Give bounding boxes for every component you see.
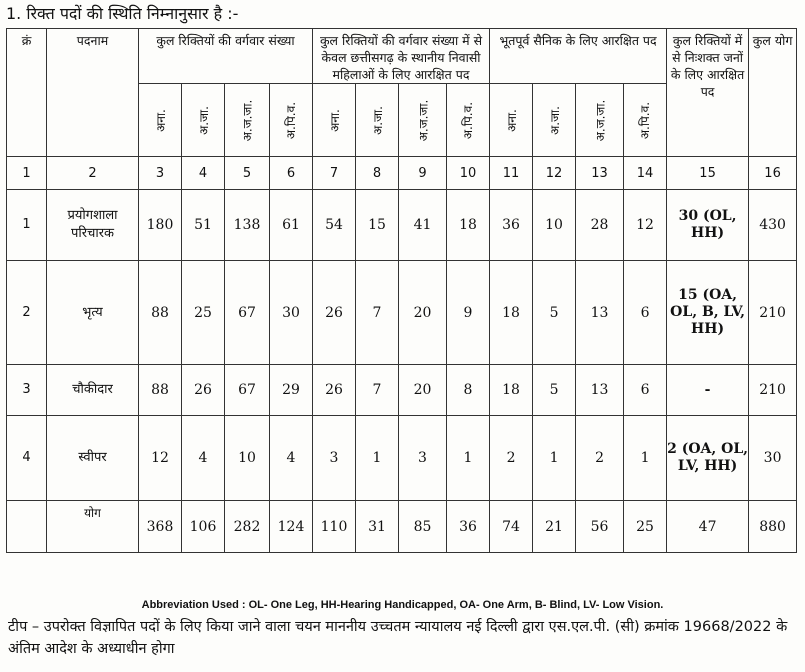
value-cell: 54 bbox=[313, 190, 356, 261]
value-cell: 4 bbox=[182, 416, 225, 501]
row-post-name: प्रयोगशाला परिचारक bbox=[47, 190, 139, 261]
column-number: 15 bbox=[667, 157, 749, 190]
total-value-cell: 56 bbox=[576, 501, 624, 553]
vacancy-table bbox=[6, 28, 797, 553]
total-pwd: 47 bbox=[667, 501, 749, 553]
value-cell: 51 bbox=[182, 190, 225, 261]
value-cell: 1 bbox=[447, 416, 490, 501]
value-cell: 4 bbox=[270, 416, 313, 501]
value-cell: 41 bbox=[399, 190, 447, 261]
subheader-ur: अना. bbox=[490, 84, 533, 157]
table-row bbox=[7, 365, 797, 416]
column-number: 9 bbox=[399, 157, 447, 190]
row-sno: 2 bbox=[7, 261, 47, 365]
header-sno: क्रं bbox=[7, 29, 47, 157]
table-row bbox=[7, 416, 797, 501]
value-cell: 15 bbox=[356, 190, 399, 261]
row-sno: 4 bbox=[7, 416, 47, 501]
subheader-ur: अना. bbox=[139, 84, 182, 157]
grand-total: 880 bbox=[749, 501, 797, 553]
value-cell: 5 bbox=[533, 365, 576, 416]
footnote: टीप – उपरोक्त विज्ञापित पदों के लिए किया जाने वाला चयन माननीय उच्चतम न्यायालय नई दिल्ली द्वारा एस.एल.पी. (सी) क्रमांक 19668/2022 के अंतिम आदेश के अध्याधीन होगा bbox=[8, 619, 788, 657]
row-total: 30 bbox=[749, 416, 797, 501]
row-post-name: भृत्य bbox=[47, 261, 139, 365]
value-cell: 180 bbox=[139, 190, 182, 261]
value-cell: 13 bbox=[576, 365, 624, 416]
value-cell: 7 bbox=[356, 261, 399, 365]
value-cell: 18 bbox=[490, 365, 533, 416]
column-number-row bbox=[7, 157, 797, 190]
column-number: 12 bbox=[533, 157, 576, 190]
table-row bbox=[7, 261, 797, 365]
column-number: 5 bbox=[225, 157, 270, 190]
value-cell: 7 bbox=[356, 365, 399, 416]
column-number: 7 bbox=[313, 157, 356, 190]
value-cell: 67 bbox=[225, 261, 270, 365]
value-cell: 29 bbox=[270, 365, 313, 416]
value-cell: 1 bbox=[624, 416, 667, 501]
column-number: 2 bbox=[47, 157, 139, 190]
column-number: 3 bbox=[139, 157, 182, 190]
row-post-name: चौकीदार bbox=[47, 365, 139, 416]
row-total: 430 bbox=[749, 190, 797, 261]
subheader-obc: अ.पि.व. bbox=[270, 84, 313, 157]
subheader-sc: अ.जा. bbox=[182, 84, 225, 157]
value-cell: 12 bbox=[624, 190, 667, 261]
subheader-st: अ.ज.जा. bbox=[576, 84, 624, 157]
total-value-cell: 85 bbox=[399, 501, 447, 553]
column-number: 4 bbox=[182, 157, 225, 190]
total-value-cell: 282 bbox=[225, 501, 270, 553]
value-cell: 1 bbox=[533, 416, 576, 501]
value-cell: 1 bbox=[356, 416, 399, 501]
total-value-cell: 74 bbox=[490, 501, 533, 553]
total-value-cell: 124 bbox=[270, 501, 313, 553]
value-cell: 12 bbox=[139, 416, 182, 501]
header-row-groups bbox=[7, 29, 797, 84]
value-cell: 26 bbox=[313, 365, 356, 416]
value-cell: 2 bbox=[490, 416, 533, 501]
total-sno-cell bbox=[7, 501, 47, 553]
row-pwd-reserved: 30 (OL, HH) bbox=[667, 190, 749, 261]
header-total-categorywise: कुल रिक्तियों की वर्गवार संख्या bbox=[139, 29, 313, 84]
header-post-name: पदनाम bbox=[47, 29, 139, 157]
value-cell: 25 bbox=[182, 261, 225, 365]
value-cell: 88 bbox=[139, 365, 182, 416]
value-cell: 2 bbox=[576, 416, 624, 501]
value-cell: 5 bbox=[533, 261, 576, 365]
column-number: 6 bbox=[270, 157, 313, 190]
value-cell: 36 bbox=[490, 190, 533, 261]
value-cell: 28 bbox=[576, 190, 624, 261]
value-cell: 6 bbox=[624, 261, 667, 365]
column-number: 10 bbox=[447, 157, 490, 190]
row-sno: 3 bbox=[7, 365, 47, 416]
value-cell: 18 bbox=[490, 261, 533, 365]
row-total: 210 bbox=[749, 261, 797, 365]
row-post-name: स्वीपर bbox=[47, 416, 139, 501]
subheader-sc: अ.जा. bbox=[533, 84, 576, 157]
total-value-cell: 368 bbox=[139, 501, 182, 553]
value-cell: 26 bbox=[182, 365, 225, 416]
header-disabled-reserved: कुल रिक्तियों में से निःशक्त जनों के लिए आरक्षित पद bbox=[667, 29, 749, 157]
subheader-obc: अ.पि.व. bbox=[447, 84, 490, 157]
total-row bbox=[7, 501, 797, 553]
row-pwd-reserved: - bbox=[667, 365, 749, 416]
value-cell: 26 bbox=[313, 261, 356, 365]
subheader-ur: अना. bbox=[313, 84, 356, 157]
subheader-st: अ.ज.जा. bbox=[399, 84, 447, 157]
total-value-cell: 31 bbox=[356, 501, 399, 553]
value-cell: 3 bbox=[313, 416, 356, 501]
value-cell: 10 bbox=[225, 416, 270, 501]
value-cell: 88 bbox=[139, 261, 182, 365]
row-sno: 1 bbox=[7, 190, 47, 261]
column-number: 14 bbox=[624, 157, 667, 190]
header-grand-total: कुल योग bbox=[749, 29, 797, 157]
value-cell: 18 bbox=[447, 190, 490, 261]
row-pwd-reserved: 2 (OA, OL, LV, HH) bbox=[667, 416, 749, 501]
value-cell: 20 bbox=[399, 365, 447, 416]
total-value-cell: 106 bbox=[182, 501, 225, 553]
header-women-reserved: कुल रिक्तियों की वर्गवार संख्या में से केवल छत्तीसगढ़ के स्थानीय निवासी महिलाओं के लिए आरक्षित पद bbox=[313, 29, 490, 84]
value-cell: 138 bbox=[225, 190, 270, 261]
total-value-cell: 110 bbox=[313, 501, 356, 553]
value-cell: 13 bbox=[576, 261, 624, 365]
value-cell: 6 bbox=[624, 365, 667, 416]
value-cell: 20 bbox=[399, 261, 447, 365]
total-value-cell: 21 bbox=[533, 501, 576, 553]
subheader-sc: अ.जा. bbox=[356, 84, 399, 157]
total-label: योग bbox=[47, 501, 139, 553]
row-total: 210 bbox=[749, 365, 797, 416]
subheader-obc: अ.पि.व. bbox=[624, 84, 667, 157]
abbreviation-note: Abbreviation Used : OL- One Leg, HH-Hearing Handicapped, OA- One Arm, B- Blind, LV- Low Vision. bbox=[141, 599, 664, 611]
column-number: 11 bbox=[490, 157, 533, 190]
value-cell: 10 bbox=[533, 190, 576, 261]
column-number: 13 bbox=[576, 157, 624, 190]
header-ex-servicemen: भूतपूर्व सैनिक के लिए आरक्षित पद bbox=[490, 29, 667, 84]
total-value-cell: 25 bbox=[624, 501, 667, 553]
table-row bbox=[7, 190, 797, 261]
value-cell: 8 bbox=[447, 365, 490, 416]
value-cell: 61 bbox=[270, 190, 313, 261]
subheader-st: अ.ज.जा. bbox=[225, 84, 270, 157]
row-pwd-reserved: 15 (OA, OL, B, LV, HH) bbox=[667, 261, 749, 365]
total-value-cell: 36 bbox=[447, 501, 490, 553]
value-cell: 9 bbox=[447, 261, 490, 365]
value-cell: 30 bbox=[270, 261, 313, 365]
value-cell: 67 bbox=[225, 365, 270, 416]
column-number: 16 bbox=[749, 157, 797, 190]
column-number: 8 bbox=[356, 157, 399, 190]
column-number: 1 bbox=[7, 157, 47, 190]
page-heading: 1. रिक्त पदों की स्थिति निम्नानुसार है :- bbox=[6, 4, 239, 23]
value-cell: 3 bbox=[399, 416, 447, 501]
